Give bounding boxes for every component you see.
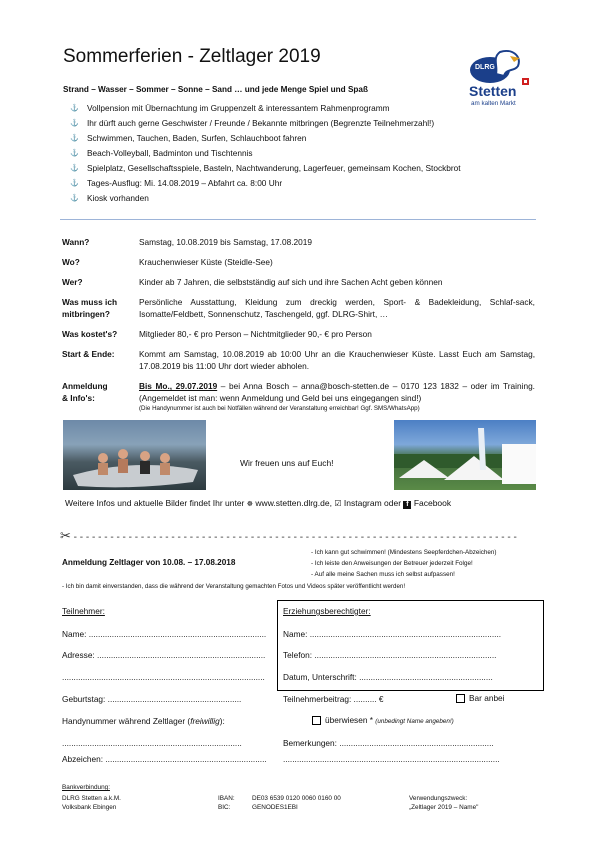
bank-name: Volksbank Ebingen xyxy=(62,804,117,811)
bank-heading: Bankverbindung: xyxy=(62,784,110,791)
anchor-icon: ⚓ xyxy=(70,119,79,127)
phone-field[interactable]: Telefon: ............................................................................... xyxy=(283,650,497,660)
wer-value: Kinder ab 7 Jahren, die selbstständig auf sich und ihre Sachen Acht geben können xyxy=(139,277,443,287)
anmeldung-label-1: Anmeldung xyxy=(62,381,108,391)
checkbox-icon[interactable] xyxy=(312,716,321,725)
anmeldung-label-2: & Info's: xyxy=(62,393,95,403)
mitbringen-value: Persönliche Ausstattung, Kleidung zum dreckig werden, Sport- & Badekleidung, Schlaf-sack, Isomatte/Feldbett, Sonnenschutz, Taschengeld, ggf. DLRG-Shirt, … xyxy=(139,297,535,319)
logo-sub: am kalten Markt xyxy=(471,100,516,107)
signature-field[interactable]: Datum, Unterschrift: .......................................................... xyxy=(283,672,493,682)
checkbox-icon[interactable] xyxy=(456,694,465,703)
links-line: Weitere Infos und aktuelle Bilder findet Ihr unter ☸ www.stetten.dlrg.de, ☑ Instagram oder f Facebook xyxy=(65,498,452,508)
participant-heading: Teilnehmer: xyxy=(62,606,105,616)
account-holder: DLRG Stetten a.k.M. xyxy=(62,795,121,802)
list-item: ⚓ Kiosk vorhanden xyxy=(70,192,149,203)
anchor-icon: ⚓ xyxy=(70,149,79,157)
guardian-name-field[interactable]: Name: ................................................................................... xyxy=(283,629,502,639)
wann-value: Samstag, 10.08.2019 bis Samstag, 17.08.2019 xyxy=(139,237,312,247)
anchor-icon: ⚓ xyxy=(70,179,79,187)
web-icon: ☸ xyxy=(246,501,254,508)
wo-value: Krauchenwieser Küste (Steidle-See) xyxy=(139,257,273,267)
form-title: Anmeldung Zeltlager von 10.08. – 17.08.2018 xyxy=(62,558,236,567)
wo-label: Wo? xyxy=(62,257,80,267)
iban-value: DE03 6539 0120 0060 0160 00 xyxy=(252,795,341,802)
condition-belongings: - Auf alle meine Sachen muss ich selbst aufpassen! xyxy=(311,571,455,578)
anchor-icon: ⚓ xyxy=(70,164,79,172)
anmeldung-note: (Die Handynummer ist auch bei Notfällen während der Veranstaltung erreichbar! Ggf. SMS/WhatsApp) xyxy=(139,405,420,412)
participant-name-field[interactable]: Name: ............................................................................. xyxy=(62,629,267,639)
anchor-icon: ⚓ xyxy=(70,134,79,142)
list-item: ⚓ Schwimmen, Tauchen, Baden, Surfen, Schlauchboot fahren xyxy=(70,132,307,143)
list-item: ⚓ Beach-Volleyball, Badminton und Tischtennis xyxy=(70,147,253,158)
facebook-link[interactable]: Facebook xyxy=(413,498,452,508)
purpose-label: Verwendungszweck: xyxy=(409,795,468,802)
wann-label: Wann? xyxy=(62,237,90,247)
wer-label: Wer? xyxy=(62,277,83,287)
tent-photo xyxy=(394,420,536,490)
logo-name: Stetten xyxy=(469,83,517,99)
list-item: ⚓ Vollpension mit Übernachtung im Gruppenzelt & interessantem Rahmenprogramm xyxy=(70,102,390,113)
logo-badge: DLRG xyxy=(475,64,495,71)
cut-line: ✂ - - - - - - - - - - - - - - - - - - - - - - - - - - - - - - - - - - - - - - - - - - - - - - - - - - - - - - - - - - - - - - - - - - - - - - - - - xyxy=(60,528,517,543)
dlrg-logo xyxy=(464,46,534,114)
birthday-field[interactable]: Geburtstag: .......................................................... xyxy=(62,694,242,704)
closing-message: Wir freuen uns auf Euch! xyxy=(240,458,334,468)
anmeldung-value: Bis Mo., 29.07.2019 – bei Anna Bosch – anna@bosch-stetten.de – 0170 123 1832 – oder im Training. (Angemeldet ist man: wenn Anmeldung und Geld bei uns eingegangen sind!) xyxy=(139,381,535,403)
boat-photo xyxy=(63,420,206,490)
remarks-field[interactable]: Bemerkungen: ................................................................... xyxy=(283,738,494,748)
feature-list xyxy=(70,100,461,205)
participant-address-line2[interactable]: ........................................................................................ xyxy=(62,672,265,682)
list-item: ⚓ Ihr dürft auch gerne Geschwister / Freunde / Bekannte mitbringen (Begrenzte Teilnehmerzahl!) xyxy=(70,117,435,128)
scissors-icon: ✂ xyxy=(60,528,71,543)
anchor-icon: ⚓ xyxy=(70,104,79,112)
bic-label: BIC: xyxy=(218,804,231,811)
anchor-icon: ⚓ xyxy=(70,194,79,202)
list-item: ⚓ Tages-Ausflug: Mi. 14.08.2019 – Abfahrt ca. 8:00 Uhr xyxy=(70,177,283,188)
condition-obey: - Ich leiste den Anweisungen der Betreuer jederzeit Folge! xyxy=(311,560,473,567)
bic-value: GENODES1EBI xyxy=(252,804,298,811)
deadline: Bis Mo., 29.07.2019 xyxy=(139,381,218,391)
divider xyxy=(60,219,536,220)
photo-consent: - Ich bin damit einverstanden, dass die während der Veranstaltung gemachten Fotos und Videos später veröffentlicht werden! xyxy=(62,583,406,590)
participant-address-field[interactable]: Adresse: ......................................................................... xyxy=(62,650,266,660)
mobile-field[interactable]: .............................................................................. xyxy=(62,738,242,748)
mobile-label: Handynummer während Zeltlager (freiwillig): xyxy=(62,716,225,726)
subtitle: Strand – Wasser – Sommer – Sonne – Sand … und jede Menge Spiel und Spaß xyxy=(63,85,368,94)
transfer-option[interactable]: überwiesen * (unbedingt Name angeben!) xyxy=(312,715,454,725)
start-value: Kommt am Samstag, 10.08.2019 ab 10:00 Uhr an die Krauchenwieser Küste. Lasst Euch am Samstag, 17.08.2019 bis 11:00 Uhr dort wieder abholen. xyxy=(139,349,535,371)
remarks-line2[interactable]: .............................................................................................. xyxy=(283,754,500,764)
website-link[interactable]: www.stetten.dlrg.de, xyxy=(255,498,332,508)
condition-swim: - Ich kann gut schwimmen! (Mindestens Seepferdchen-Abzeichen) xyxy=(311,549,497,556)
badge-field[interactable]: Abzeichen: ...................................................................... xyxy=(62,754,267,764)
guardian-heading: Erziehungsberechtigter: xyxy=(283,606,371,616)
facebook-icon: f xyxy=(403,501,411,509)
page-title: Sommerferien - Zeltlager 2019 xyxy=(63,46,321,67)
fee-field[interactable]: Teilnehmerbeitrag: .......... € xyxy=(283,694,384,704)
list-item: ⚓ Spielplatz, Gesellschaftsspiele, Basteln, Nachtwanderung, Lagerfeuer, gemeinsam Kochen, Stockbrot xyxy=(70,162,461,173)
kosten-label: Was kostet's? xyxy=(62,329,118,339)
purpose-value: „Zeltlager 2019 – Name" xyxy=(409,804,479,811)
kosten-value: Mitglieder 80,- € pro Person – Nichtmitglieder 90,- € pro Person xyxy=(139,329,372,339)
instagram-link[interactable]: Instagram oder xyxy=(343,498,402,508)
mitbringen-label-1: Was muss ich xyxy=(62,297,118,307)
start-label: Start & Ende: xyxy=(62,349,115,359)
iban-label: IBAN: xyxy=(218,795,235,802)
mitbringen-label-2: mitbringen? xyxy=(62,309,110,319)
cash-option[interactable]: Bar anbei xyxy=(456,693,505,703)
instagram-icon: ☑ xyxy=(334,499,342,508)
